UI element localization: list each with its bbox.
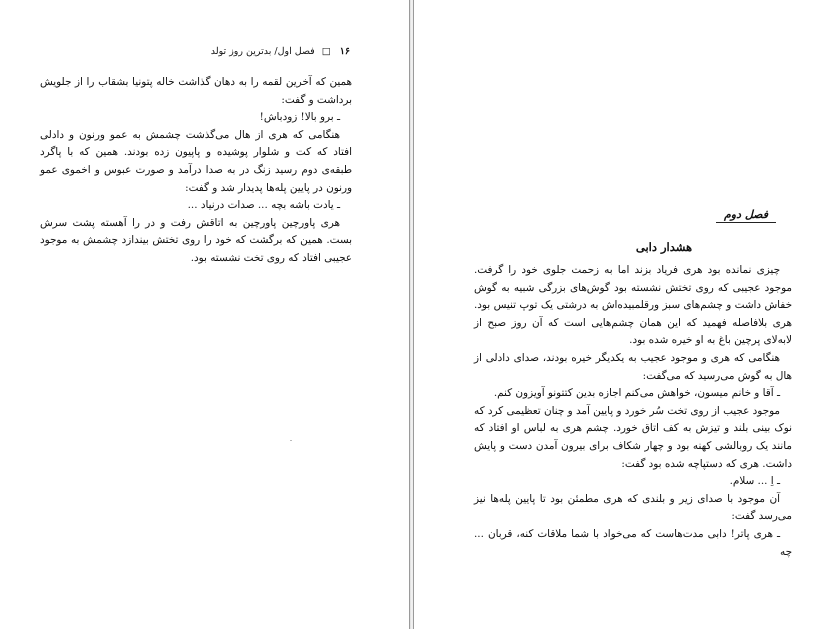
gutter-edge-left — [409, 0, 410, 629]
right-body-text — [474, 262, 792, 561]
dialogue-line: ـ آقا و خانم میسون، خواهش می‌کنم اجازه بدین کتتونو آویزون کنم. — [493, 387, 780, 400]
paragraph: هری پاورچین پاورچین به اتاقش رفت و در را آهسته پشت سرش بست. همین که برگشت که خود را روی تختش بیندازد چشمش به موجود عجیبی افتاد که روی تخت نشسته بود. — [40, 216, 352, 264]
paragraph: موجود عجیب از روی تخت سُر خورد و پایین آمد و چنان تعظیمی کرد که نوک بینی بلند و تیزش به کف اتاق خورد. چشم هری به لباس او افتاد که مانند یک روبالشی کهنه بود و چهار شکاف برای بیرون آمدن دست و پایش داشت. هری که دستپاچه شده بود گفت: — [474, 404, 792, 470]
paragraph: همین که آخرین لقمه را به دهان گذاشت خاله پتونیا بشقاب را از جلویش برداشت و گفت: — [40, 76, 352, 106]
right-page — [414, 0, 827, 629]
header-separator: □ — [321, 46, 331, 57]
paragraph: آن موجود با صدای زیر و بلندی که هری مطمئن بود تا پایین پله‌ها نیز می‌رسد گفت: — [474, 492, 792, 523]
page-number: ۱۶ — [339, 46, 350, 57]
dialogue-line: ـ اِ ... سلام. — [729, 475, 780, 488]
dialogue-line: ـ برو بالا! زودباش! — [259, 111, 340, 124]
left-page — [0, 0, 409, 629]
header-title: فصل اول/ بدترین روز تولد — [210, 46, 315, 57]
scan-speck — [290, 440, 292, 441]
dialogue-line: ـ هری پاتر! دابی مدت‌هاست که می‌خواد با شما ملاقات کنه، قربان ... چه — [474, 527, 792, 558]
running-header — [200, 46, 350, 58]
dialogue-line: ـ یادت باشه بچه ... صدات درنیاد ... — [187, 199, 340, 212]
section-title: هشدار دابی — [635, 240, 693, 254]
paragraph: هنگامی که هری و موجود عجیب به یکدیگر خیره بودند، صدای دادلی از هال به گوش می‌رسید که می‌گفت: — [474, 351, 792, 382]
paragraph: هنگامی که هری از هال می‌گذشت چشمش به عمو ورنون و دادلی افتاد که کت و شلوار پوشیده و پاپیون زده بودند. همین که با پاگرد طبقه‌ی دوم رسید زنگ در به صدا درآمد و صورت عبوس و اخموی عمو ورنون در پایین پله‌ها پدیدار شد و گفت: — [40, 128, 352, 194]
left-body-text — [40, 74, 352, 268]
chapter-label: فصل دوم — [716, 208, 776, 223]
paragraph: چیزی نمانده بود هری فریاد بزند اما به زحمت جلوی خود را گرفت. موجود عجیبی که روی تختش نشسته بود گوش‌های بزرگی شبیه به گوش خفاش داشت و چشم‌های سبز ورقلمبیده‌اش به درشتی یک توپ تنیس بود. هری بلافاصله فهمید که این همان چشم‌هایی است که آن روز صبح از لابه‌لای پرچین باغ به او خیره شده بود. — [474, 264, 792, 347]
